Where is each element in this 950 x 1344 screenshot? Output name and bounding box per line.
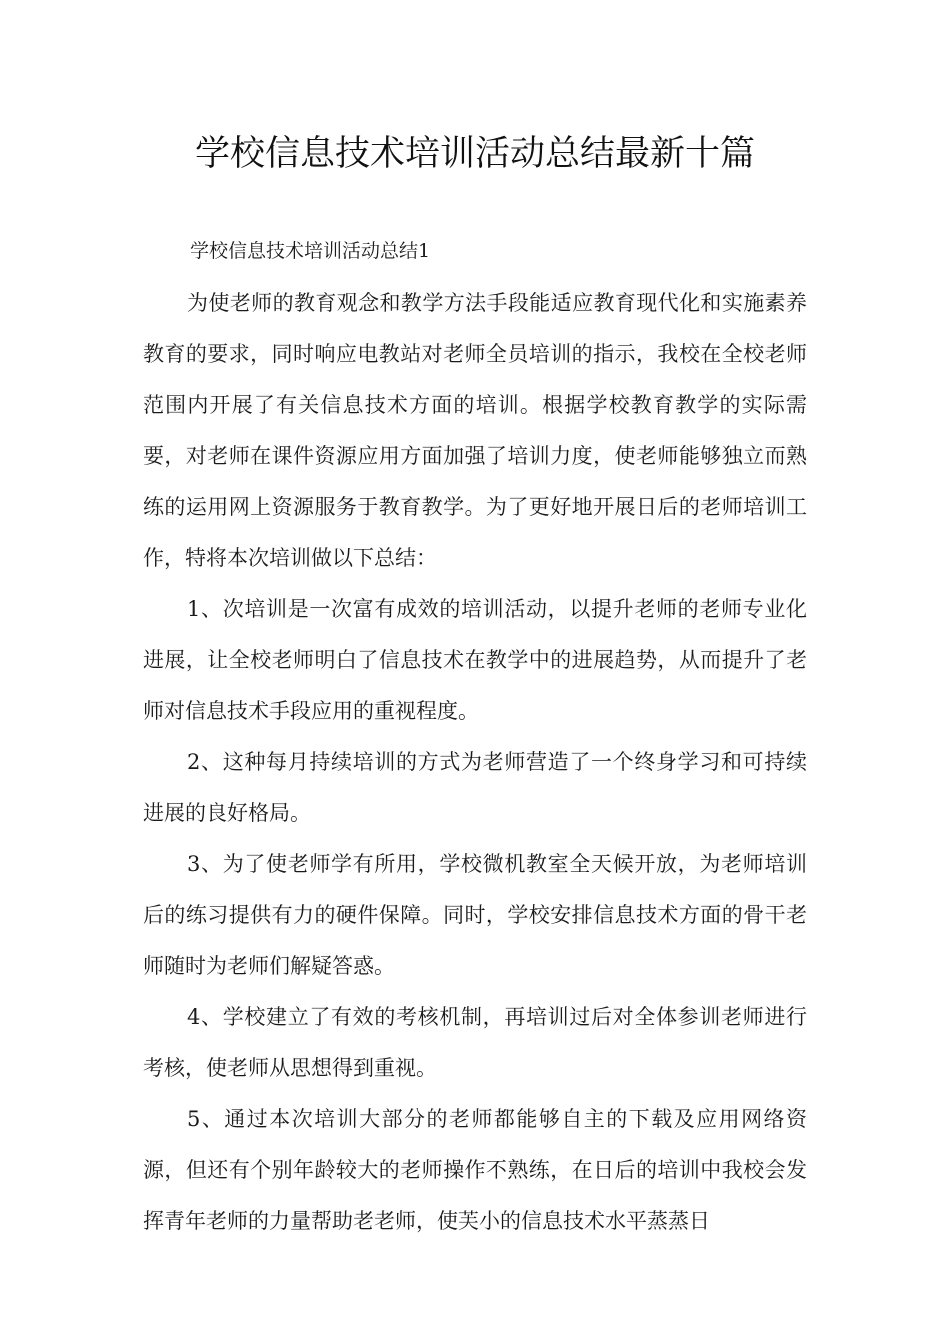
paragraph-item-2: 2、这种每月持续培训的方式为老师营造了一个终身学习和可持续进展的良好格局。	[143, 750, 807, 825]
paragraph-item-4: 4、学校建立了有效的考核机制，再培训过后对全体参训老师进行考核，使老师从思想得到重视。	[143, 1005, 807, 1080]
paragraph-item-5: 5、通过本次培训大部分的老师都能够自主的下载及应用网络资源，但还有个别年龄较大的老师操作不熟练，在日后的培训中我校会发挥青年老师的力量帮助老老师，使芙小的信息技术水平蒸蒸日	[143, 1107, 807, 1233]
paragraph-intro: 为使老师的教育观念和教学方法手段能适应教育现代化和实施素养教育的要求，同时响应电教站对老师全员培训的指示，我校在全校老师范围内开展了有关信息技术方面的培训。根据学校教育教学的实际需要，对老师在课件资源应用方面加强了培训力度，使老师能够独立而熟练的运用网上资源服务于教育教学。为了更好地开展日后的老师培训工作，特将本次培训做以下总结：	[143, 291, 807, 570]
paragraph-item-1: 1、次培训是一次富有成效的培训活动，以提升老师的老师专业化进展，让全校老师明白了信息技术在教学中的进展趋势，从而提升了老师对信息技术手段应用的重视程度。	[143, 597, 807, 723]
section-heading: 学校信息技术培训活动总结1	[190, 240, 431, 262]
document-title: 学校信息技术培训活动总结最新十篇	[194, 134, 755, 174]
paragraph-item-3: 3、为了使老师学有所用，学校微机教室全天候开放，为老师培训后的练习提供有力的硬件保障。同时，学校安排信息技术方面的骨干老师随时为老师们解疑答惑。	[143, 852, 807, 978]
document-body	[143, 278, 807, 1247]
